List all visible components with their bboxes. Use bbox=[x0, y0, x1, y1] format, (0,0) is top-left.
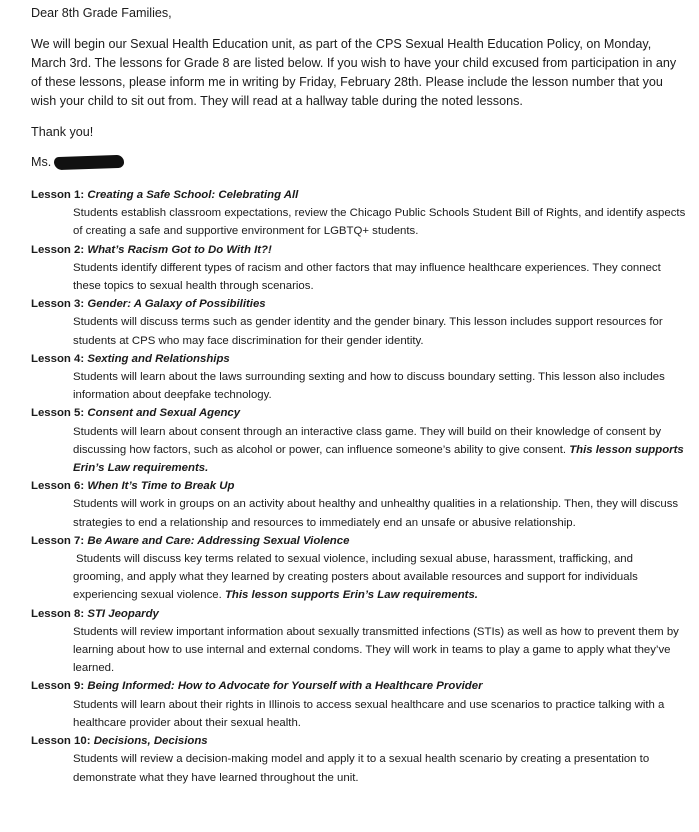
lesson-heading bbox=[31, 605, 686, 623]
lesson-item bbox=[31, 186, 686, 241]
lesson-description bbox=[73, 423, 686, 478]
lesson-title: What’s Racism Got to Do With It?! bbox=[87, 243, 272, 256]
lesson-number: Lesson 9: bbox=[31, 680, 85, 693]
lesson-emphasis: This lesson supports Erin’s Law requirements. bbox=[224, 589, 478, 602]
lesson-item bbox=[31, 404, 686, 477]
lesson-description bbox=[73, 368, 686, 404]
letter-greeting: Dear 8th Grade Families, bbox=[31, 6, 172, 20]
lesson-heading bbox=[31, 295, 686, 313]
lesson-number: Lesson 1: bbox=[31, 189, 85, 201]
lesson-heading bbox=[31, 532, 686, 550]
lesson-item bbox=[31, 532, 686, 605]
letter-thanks: Thank you! bbox=[31, 125, 94, 139]
lesson-number: Lesson 7: bbox=[31, 534, 85, 547]
letter-page bbox=[31, 4, 686, 787]
lesson-item bbox=[31, 241, 686, 296]
lesson-description-text: Students will learn about their rights in Illinois to access sexual healthcare and use scenarios to practice talking with a healthcare provider about their sexual health. bbox=[73, 698, 665, 729]
lesson-item bbox=[31, 295, 686, 350]
lesson-item bbox=[31, 677, 686, 732]
lesson-number: Lesson 3: bbox=[31, 298, 85, 311]
lesson-title: STI Jeopardy bbox=[87, 607, 159, 620]
lesson-description-text: Students will discuss key terms related to sexual violence, including sexual abuse, harassment, trafficking, and grooming, and apply what they learned by creating posters about available resources and support for individuals experiencing sexual violence. bbox=[73, 553, 638, 602]
lesson-description-text: Students will review important information about sexually transmitted infections (STIs) as well as how to prevent them by learning about how to use internal and external condoms. They will work in teams to play a game to apply what they’ve learned. bbox=[73, 625, 679, 675]
lesson-description bbox=[73, 750, 686, 786]
lesson-description-text: Students will work in groups on an activity about healthy and unhealthy qualities in a relationship. Then, they will discuss strategies to end a relationship and resources to immediately end an unsafe or abusive relationship. bbox=[73, 498, 679, 529]
lesson-description bbox=[73, 550, 686, 605]
lesson-title: Decisions, Decisions bbox=[93, 735, 208, 748]
signature-prefix: Ms. bbox=[31, 155, 52, 169]
lesson-description-text: Students will learn about consent through an interactive class game. They will build on their knowledge of consent by discussing how factors, such as alcohol or power, can influence someone’s ability to give consent. bbox=[73, 425, 662, 456]
lesson-title: Being Informed: How to Advocate for Yourself with a Healthcare Provider bbox=[87, 680, 483, 693]
redacted-name bbox=[54, 155, 124, 170]
lesson-description bbox=[73, 696, 686, 732]
lesson-title: Consent and Sexual Agency bbox=[87, 407, 241, 420]
lesson-description bbox=[73, 495, 686, 531]
lesson-number: Lesson 6: bbox=[31, 480, 85, 493]
lesson-title: Gender: A Galaxy of Possibilities bbox=[87, 298, 266, 311]
lesson-heading bbox=[31, 477, 686, 495]
lesson-title: Creating a Safe School: Celebrating All bbox=[87, 189, 299, 201]
lesson-heading bbox=[31, 186, 686, 204]
lesson-description bbox=[73, 313, 686, 349]
lesson-heading bbox=[31, 732, 686, 750]
lesson-title: Sexting and Relationships bbox=[87, 352, 230, 365]
lesson-title: When It’s Time to Break Up bbox=[87, 480, 235, 493]
lesson-item bbox=[31, 732, 686, 787]
lesson-emphasis: This lesson supports Erin’s Law requirements. bbox=[73, 443, 684, 475]
lesson-description-text: Students will review a decision-making model and apply it to a sexual health scenario by creating a presentation to demonstrate what they have learned throughout the unit. bbox=[73, 753, 650, 784]
letter-intro: We will begin our Sexual Health Education unit, as part of the CPS Sexual Health Education Policy, on Monday, March 3rd. The lessons for Grade 8 are listed below. If you wish to have your child excused from participation in any of these lessons, please inform me in writing by Friday, February 28th. Please include the lesson number that you wish your child to sit out from. They will read at a hallway table during the noted lessons. bbox=[31, 37, 677, 108]
lesson-description-text: Students identify different types of racism and other factors that may influence healthcare experiences. They connect these topics to sexual health through scenarios. bbox=[73, 261, 661, 293]
lesson-heading bbox=[31, 350, 686, 368]
lesson-description bbox=[73, 204, 686, 240]
lesson-number: Lesson 10: bbox=[31, 735, 91, 748]
signature bbox=[31, 153, 686, 172]
lesson-number: Lesson 5: bbox=[31, 407, 85, 420]
lesson-number: Lesson 8: bbox=[31, 607, 85, 620]
lesson-number: Lesson 2: bbox=[31, 243, 85, 256]
lesson-description-text: Students will discuss terms such as gender identity and the gender binary. This lesson includes support resources for students at CPS who may face discrimination for their gender identity. bbox=[73, 316, 663, 347]
lesson-description-text: Students establish classroom expectations, review the Chicago Public Schools Student Bill of Rights, and identify aspects of creating a safe and supportive environment for LGBTQ+ students. bbox=[73, 207, 686, 238]
lesson-title: Be Aware and Care: Addressing Sexual Violence bbox=[87, 534, 350, 547]
lesson-description bbox=[73, 259, 686, 295]
lesson-item bbox=[31, 350, 686, 405]
lesson-description-text: Students will learn about the laws surrounding sexting and how to discuss boundary setting. This lesson also includes information about deepfake technology. bbox=[73, 371, 665, 402]
lesson-description bbox=[73, 623, 686, 678]
lesson-item bbox=[31, 477, 686, 532]
lesson-item bbox=[31, 605, 686, 678]
lesson-heading bbox=[31, 677, 686, 695]
lesson-heading bbox=[31, 404, 686, 422]
lesson-list bbox=[31, 186, 686, 787]
lesson-number: Lesson 4: bbox=[31, 352, 85, 365]
lesson-heading bbox=[31, 241, 686, 259]
